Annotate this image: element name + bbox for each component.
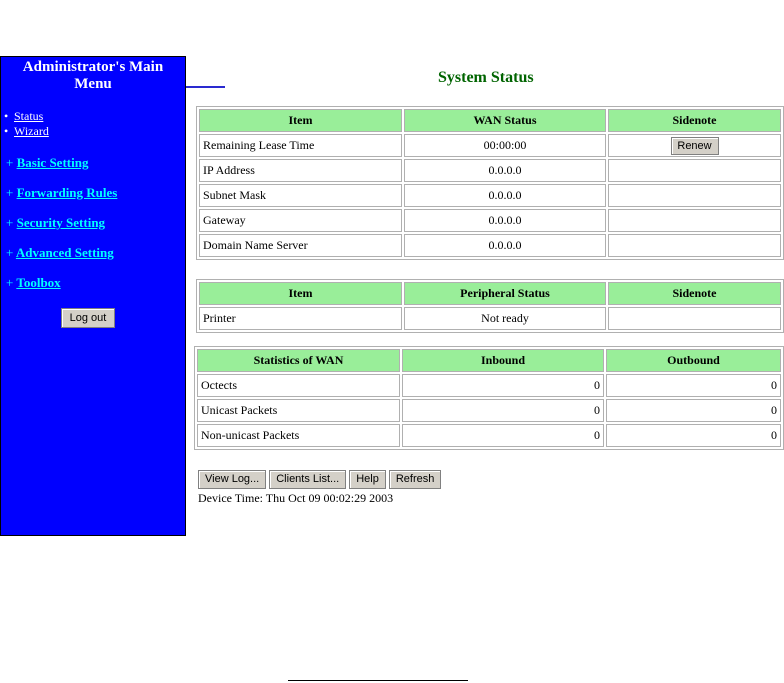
table-row (199, 209, 781, 232)
bullet-icon: • (4, 109, 9, 123)
status-cell: 00:00:00 (404, 134, 606, 157)
inbound-cell: 0 (402, 374, 604, 397)
sidebar-group-label: Advanced Setting (15, 245, 114, 260)
plus-icon: + (6, 155, 14, 170)
peripheral-status-table (196, 279, 784, 333)
item-cell: Subnet Mask (199, 184, 402, 207)
column-header: Inbound (402, 349, 604, 372)
item-cell: Domain Name Server (199, 234, 402, 257)
column-header: Sidenote (608, 282, 781, 305)
sidebar-group-label: Security Setting (16, 215, 106, 230)
bottom-divider (288, 680, 468, 681)
item-cell: Printer (199, 307, 402, 330)
column-header: Sidenote (608, 109, 781, 132)
column-header: Peripheral Status (404, 282, 606, 305)
plus-icon: + (6, 215, 14, 230)
item-cell: Gateway (199, 209, 402, 232)
page-title: System Status (438, 69, 534, 86)
sidenote-cell (608, 307, 781, 330)
help-button[interactable]: Help (349, 470, 386, 489)
outbound-cell: 0 (606, 374, 781, 397)
refresh-button[interactable]: Refresh (389, 470, 442, 489)
sidebar-item-status (4, 109, 49, 124)
column-header: Statistics of WAN (197, 349, 400, 372)
item-cell: Octects (197, 374, 400, 397)
table-row (197, 424, 781, 447)
sidebar-group-forwarding-rules[interactable] (6, 185, 117, 201)
outbound-cell: 0 (606, 424, 781, 447)
plus-icon: + (6, 245, 14, 260)
sidenote-cell (608, 209, 781, 232)
table-row (199, 234, 781, 257)
table-row (199, 159, 781, 182)
table-row (197, 399, 781, 422)
table-row (197, 374, 781, 397)
plus-icon: + (6, 185, 14, 200)
wan-statistics-table (194, 346, 784, 450)
sidenote-cell (608, 184, 781, 207)
status-cell: Not ready (404, 307, 606, 330)
device-time: Device Time: Thu Oct 09 00:02:29 2003 (198, 491, 394, 505)
bullet-icon: • (4, 124, 9, 138)
logout-button[interactable]: Log out (61, 308, 115, 328)
table-header-row (197, 349, 781, 372)
clients-list-button[interactable]: Clients List... (269, 470, 346, 489)
plus-icon: + (6, 275, 14, 290)
admin-sidebar (0, 56, 186, 536)
item-cell: Remaining Lease Time (199, 134, 402, 157)
table-header-row (199, 282, 781, 305)
inbound-cell: 0 (402, 424, 604, 447)
status-link[interactable]: Status (14, 109, 44, 123)
status-cell: 0.0.0.0 (404, 209, 606, 232)
column-header: Outbound (606, 349, 781, 372)
status-cell: 0.0.0.0 (404, 159, 606, 182)
renew-button[interactable]: Renew (671, 137, 719, 155)
sidebar-group-advanced-setting[interactable] (6, 245, 114, 261)
column-header: WAN Status (404, 109, 606, 132)
table-row (199, 184, 781, 207)
sidebar-group-label: Toolbox (16, 275, 61, 290)
wizard-link[interactable]: Wizard (14, 124, 49, 138)
status-cell: 0.0.0.0 (404, 234, 606, 257)
sidebar-group-toolbox[interactable] (6, 275, 61, 291)
wan-status-table (196, 106, 784, 260)
inbound-cell: 0 (402, 399, 604, 422)
sidebar-group-security-setting[interactable] (6, 215, 105, 231)
sidenote-cell (608, 159, 781, 182)
sidebar-group-basic-setting[interactable] (6, 155, 88, 171)
table-header-row (199, 109, 781, 132)
column-header: Item (199, 109, 402, 132)
status-cell: 0.0.0.0 (404, 184, 606, 207)
sidenote-cell (608, 234, 781, 257)
item-cell: Non-unicast Packets (197, 424, 400, 447)
table-row (199, 134, 781, 157)
item-cell: IP Address (199, 159, 402, 182)
sidebar-item-wizard (4, 124, 49, 139)
outbound-cell: 0 (606, 399, 781, 422)
table-row (199, 307, 781, 330)
sidebar-group-label: Forwarding Rules (16, 185, 118, 200)
view-log-button[interactable]: View Log... (198, 470, 266, 489)
item-cell: Unicast Packets (197, 399, 400, 422)
sidebar-title: Administrator's Main Menu (22, 59, 164, 92)
action-button-row (198, 469, 444, 489)
sidenote-cell (608, 134, 781, 157)
column-header: Item (199, 282, 402, 305)
sidebar-group-label: Basic Setting (16, 155, 89, 170)
sidebar-link-list (4, 109, 49, 139)
